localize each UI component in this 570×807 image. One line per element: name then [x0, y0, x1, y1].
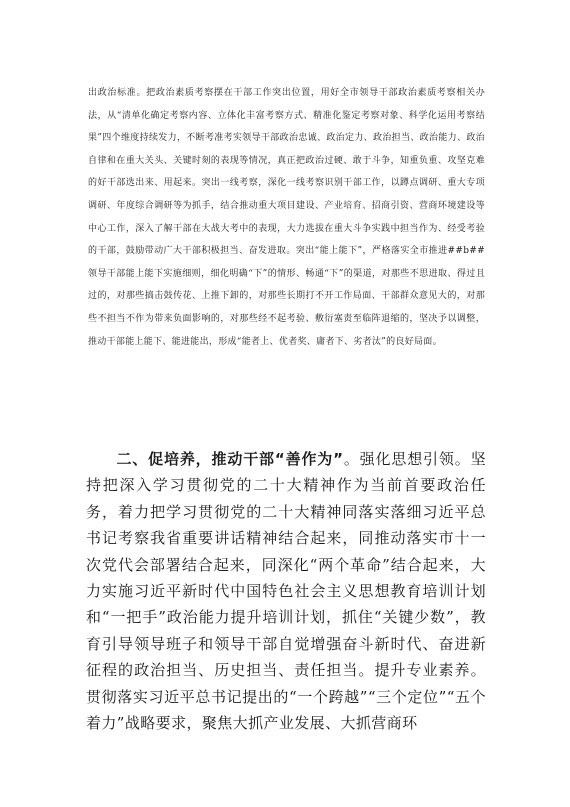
section-heading: 二、促培养，推动干部“善作为”: [116, 450, 344, 468]
section-body-text: 。强化思想引领。坚持把深入学习贯彻党的二十大精神作为当前首要政治任务，着力把学习贯彻党的二十大精神同落实落细习近平总书记考察我省重要讲话精神结合起来，同推动落实市十一次党代会部署结合起来，同深化“两个革命”结合起来，大力实施习近平新时代中国特色社会主义思想教育培训计划和“一把手”政治能力提升培训计划，抓住“关键少数”，教育引导领导班子和领导干部自觉增强奋斗新时代、奋进新征程的政治担当、历史担当、责任担当。提升专业素养。贯彻落实习近平总书记提出的“一个跨越”“三个定位”“五个着力”战略要求，聚焦大抓产业发展、大抓营商环: [86, 450, 486, 733]
body-paragraph-2: [86, 446, 486, 736]
body-paragraph-1: 出政治标准。把政治素质考察摆在干部工作突出位置，用好全市领导干部政治素质考察相关办法，从“清单化确定考察内容、立体化丰富考察方式、精准化鉴定考察对象、科学化运用考察结果”四个维度持续发力，不断考准考实领导干部政治忠诚、政治定力、政治担当、政治能力、政治自律和在重大关头、关键时刻的表现等情况，真正把政治过硬、敢于斗争，知重负重、攻坚克难的好干部选出来、用起来。突出一线考察，深化一线考察识别干部工作，以蹲点调研、重大专项调研、年度综合调研等为抓手，结合推动重大项目建设、产业培育、招商引资、营商环境建设等中心工作，深入了解干部在大战大考中的表现，大力选拔在重大斗争实践中担当作为、经受考验的干部，鼓励带动广大干部积极担当、奋发进取。突出“能上能下”，严格落实全市推进##b##领导干部能上能下实施细则，细化明确“下”的情形、畅通“下”的渠道，对那些不思进取、得过且过的，对那些搞击鼓传花、上推下卸的，对那些长期打不开工作局面、干部群众意见大的，对那些不担当不作为带来负面影响的，对那些经不起考验、敷衍塞责至临阵退缩的，坚决予以调整，推动干部能上能下、能进能出，形成“能者上、优者奖、庸者下、劣者汰”的良好局面。: [88, 88, 485, 347]
